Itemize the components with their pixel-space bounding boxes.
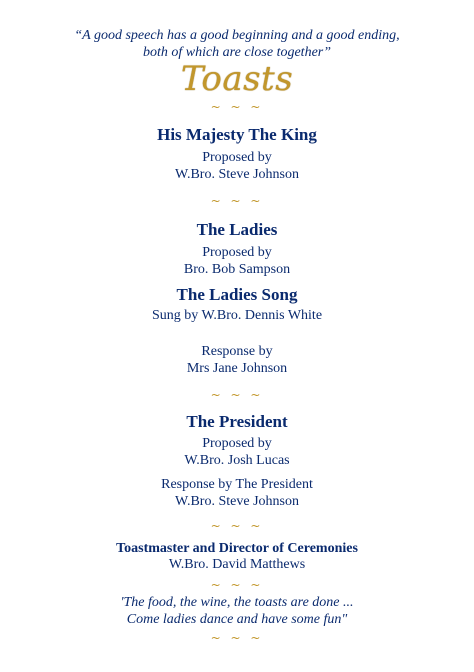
separator: ~ ~ ~	[210, 631, 264, 645]
page-title: Toasts	[180, 59, 294, 99]
song-heading: The Ladies Song	[176, 285, 298, 304]
song-performer: Sung by W.Bro. Dennis White	[151, 308, 323, 323]
toast-proposer-name: W.Bro. Steve Johnson	[175, 167, 299, 182]
toastmaster-name: W.Bro. David Matthews	[168, 557, 306, 572]
closing-quote-line-1: 'The food, the wine, the toasts are done ...	[120, 595, 354, 610]
separator: ~ ~ ~	[210, 578, 264, 592]
toast-heading-president: The President	[186, 412, 288, 431]
toast-heading-king: His Majesty The King	[157, 125, 317, 144]
opening-quote-line-2: both of which are close together”	[142, 45, 332, 60]
response-name: Mrs Jane Johnson	[186, 361, 288, 376]
opening-quote-line-1: “A good speech has a good beginning and a good ending,	[74, 28, 400, 43]
separator: ~ ~ ~	[210, 100, 264, 114]
response-label: Response by	[201, 344, 273, 359]
toast-proposer-name: Bro. Bob Sampson	[183, 262, 291, 277]
response-label: Response by The President	[161, 477, 313, 492]
separator: ~ ~ ~	[210, 519, 264, 533]
toast-heading-ladies: The Ladies	[196, 220, 278, 239]
response-name: W.Bro. Steve Johnson	[175, 494, 299, 509]
separator: ~ ~ ~	[210, 388, 264, 402]
separator: ~ ~ ~	[210, 194, 264, 208]
toast-proposed-label: Proposed by	[202, 436, 272, 451]
toast-proposer-name: W.Bro. Josh Lucas	[184, 453, 290, 468]
toast-proposed-label: Proposed by	[202, 245, 272, 260]
toast-proposed-label: Proposed by	[202, 150, 272, 165]
toastmaster-heading: Toastmaster and Director of Ceremonies	[116, 541, 358, 556]
closing-quote-line-2: Come ladies dance and have some fun"	[126, 612, 348, 627]
closing-quote	[0, 594, 474, 628]
opening-quote	[0, 27, 474, 61]
